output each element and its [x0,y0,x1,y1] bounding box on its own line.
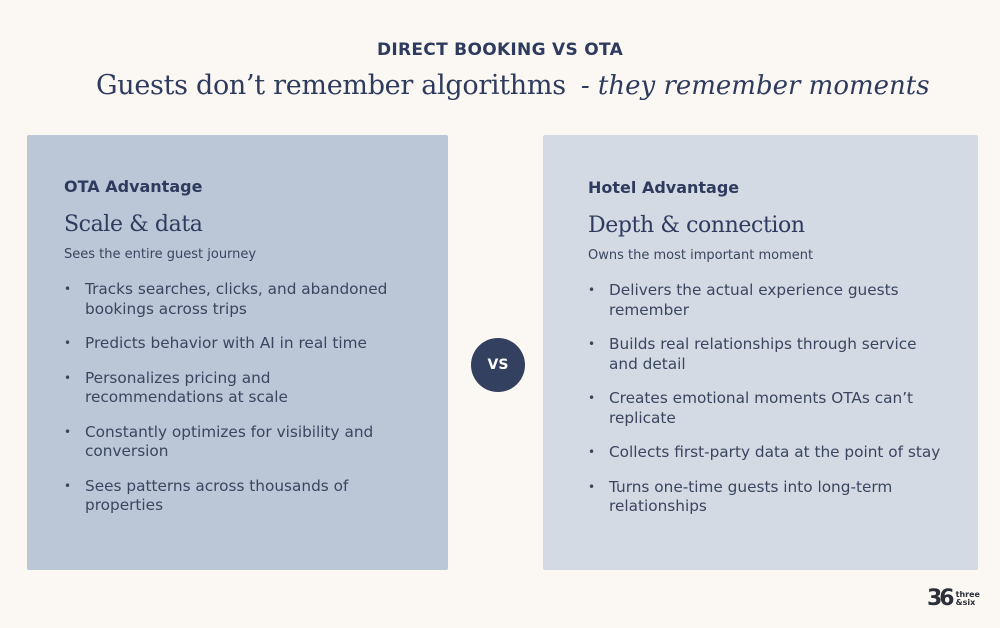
headline-tagline: - they remember moments [580,71,930,101]
card-subtitle: Owns the most important moment [588,248,814,263]
card-label: OTA Advantage [64,177,203,196]
bullet-icon: • [588,391,596,405]
card-title: Depth & connection [588,213,805,238]
bullet-icon: • [64,370,72,385]
list-item: • Predicts behavior with AI in real time [64,334,367,352]
hotel-advantage-card [543,135,978,570]
vs-badge: VS [471,338,525,392]
bullet-list [64,280,412,516]
list-item: • Personalizes pricing and recommendations at scale [64,368,288,406]
bullet-icon: • [588,283,596,297]
bullet-icon: • [588,337,596,351]
ota-advantage-card [27,135,448,570]
bullet-icon: • [64,478,72,493]
bullet-icon: • [64,336,72,350]
list-item: • Creates emotional moments OTAs can’t replicate [588,389,914,427]
list-item: • Sees patterns across thousands of properties [64,476,349,514]
eyebrow-title: DIRECT BOOKING VS OTA [376,40,624,60]
list-item: • Turns one-time guests into long-term relationships [588,477,893,515]
headline [96,70,930,101]
card-subtitle: Sees the entire guest journey [64,247,257,262]
list-item: • Delivers the actual experience guests remember [588,281,899,319]
bullet-icon: • [588,445,596,459]
card-label: Hotel Advantage [588,178,740,197]
bullet-list [588,281,942,517]
list-item: • Builds real relationships through service and detail [588,335,917,373]
bullet-icon: • [588,479,596,494]
list-item: • Collects first-party data at the point of stay [588,443,941,461]
list-item: • Tracks searches, clicks, and abandoned bookings across trips [64,280,388,318]
bullet-icon: • [64,282,72,296]
headline-text: Guests don’t remember algorithms [96,70,566,101]
bullet-icon: • [64,424,72,439]
list-item: • Constantly optimizes for visibility and conversion [64,422,374,460]
brand-logo [927,586,980,611]
logo-mark: 36 [927,586,952,611]
logo-wordmark: three &six [955,589,980,607]
card-title: Scale & data [64,212,203,237]
